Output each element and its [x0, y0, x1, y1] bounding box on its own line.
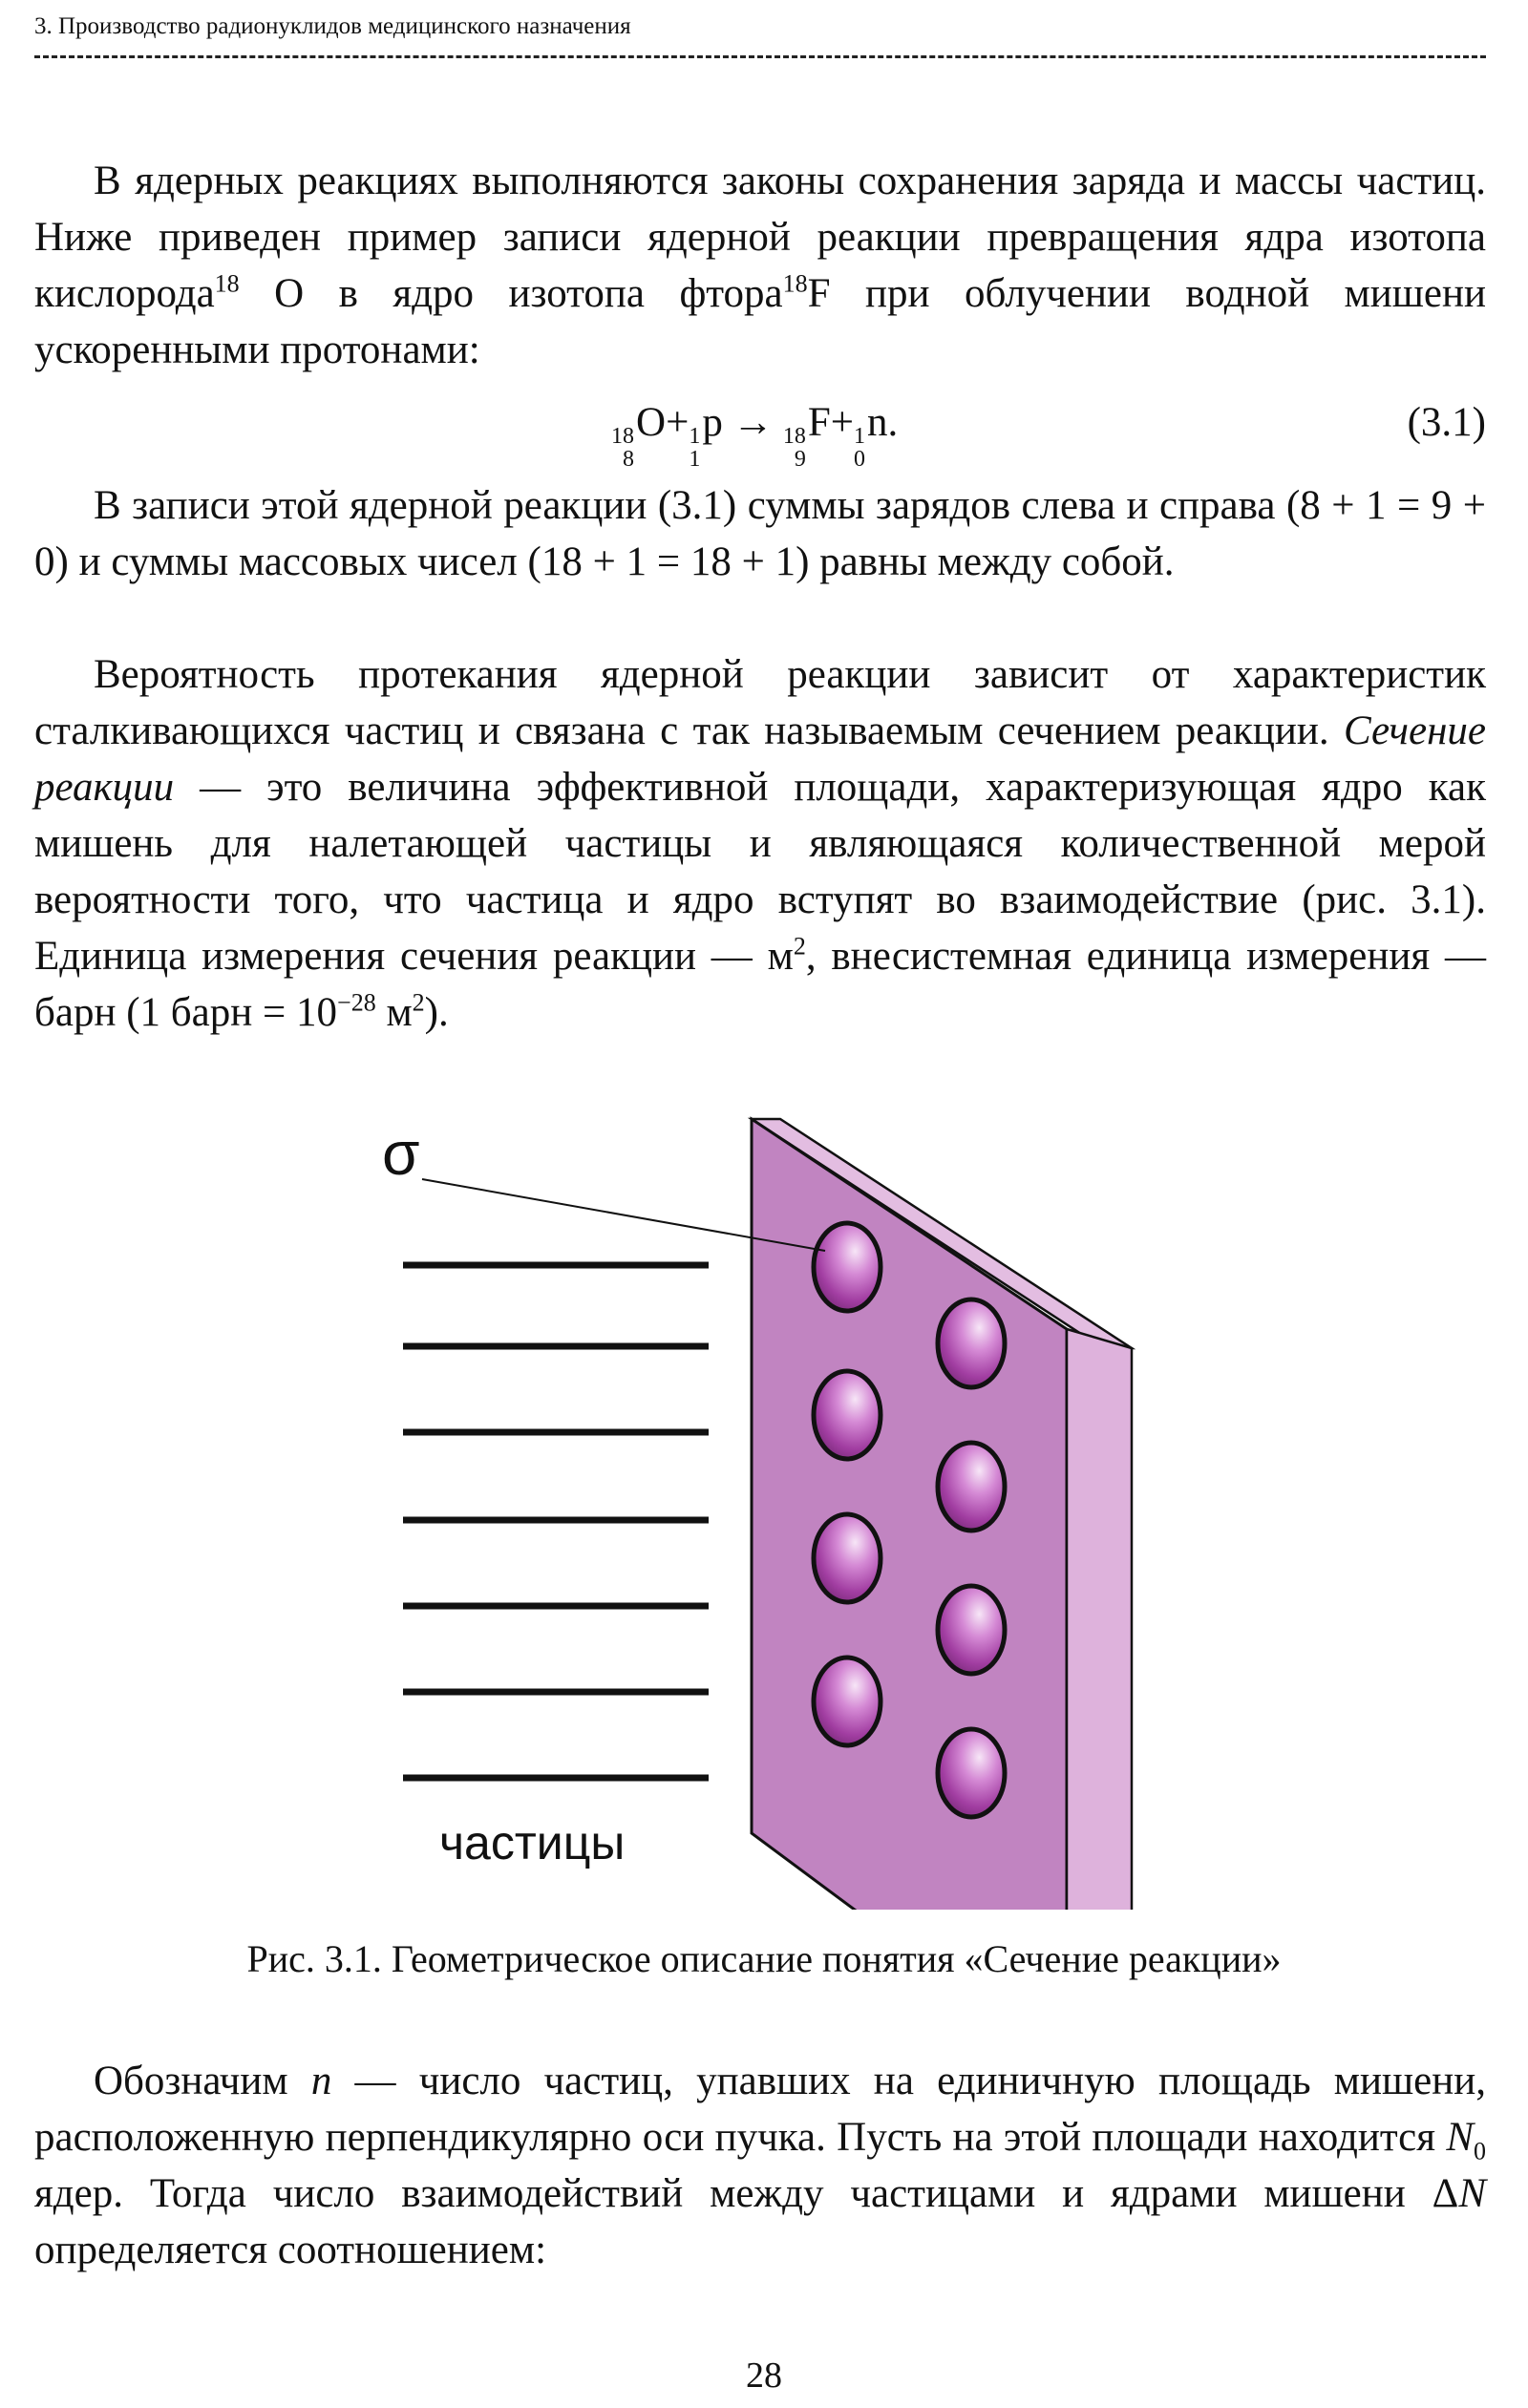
oxygen-mass-number: 18	[611, 424, 634, 450]
oxygen-charge-number: 8	[623, 447, 634, 473]
p2-text: В записи этой ядерной реакции (3.1) суммы зарядов слева и справа (8 + 1 = 9 + 0) и суммы массовых чисел (18 + 1 = 18 + 1) равны между собой.	[34, 483, 1486, 584]
neutron-charge-number: 0	[854, 447, 866, 473]
plus-sign-2: +	[830, 400, 855, 445]
p1-text-b: O в ядро изотопа фтора	[239, 271, 783, 316]
var-n: n	[310, 2059, 332, 2103]
oxygen-symbol: O	[636, 400, 667, 445]
cross-section-figure	[382, 1108, 1175, 1910]
p1-text-c: F при облучении водной мишени ускоренными протонами:	[34, 271, 1486, 372]
neutron-mass-number: 1	[854, 424, 866, 450]
p1-sup-oxygen: 18	[214, 269, 240, 298]
nucleus	[814, 1223, 881, 1311]
particle-arrows	[403, 1265, 709, 1778]
plate-front-face	[752, 1119, 1067, 1910]
nucleus	[938, 1729, 1005, 1817]
p3-text-d: м	[375, 990, 413, 1035]
proton-symbol: p	[702, 400, 723, 445]
sigma-label: σ	[382, 1119, 420, 1188]
fluorine-symbol: F	[807, 400, 831, 445]
nucleus	[938, 1443, 1005, 1531]
running-header: 3. Производство радионуклидов медицинского назначения	[34, 13, 631, 39]
p3-text-e: ).	[424, 990, 449, 1035]
delta-symbol: Δ	[1432, 2171, 1459, 2216]
var-N: N	[1446, 2115, 1474, 2160]
proton-charge-number: 1	[689, 447, 701, 473]
p1-text-a: В ядерных реакциях выполняются законы сохранения заряда и массы частиц. Ниже приведен пример записи ядерной реакции превращения ядра изотопа кислорода	[34, 158, 1486, 316]
proton-mass-number: 1	[689, 424, 701, 450]
nucleus	[938, 1299, 1005, 1387]
p3-sup-m2: 2	[412, 988, 425, 1017]
sub-zero: 0	[1474, 2137, 1486, 2165]
p4-text-a: Обозначим	[94, 2059, 311, 2103]
p1-sup-fluorine: 18	[782, 269, 808, 298]
plate-side-face	[1067, 1329, 1132, 1910]
oxygen-nucleon-numbers	[611, 425, 634, 471]
nucleus	[814, 1514, 881, 1602]
plus-sign-1: +	[666, 400, 690, 445]
paragraph-3	[34, 646, 1486, 1041]
page-number: 28	[746, 2355, 782, 2396]
paragraph-4	[34, 2053, 1486, 2278]
fluorine-mass-number: 18	[782, 424, 806, 450]
nucleus	[814, 1371, 881, 1459]
nuclear-equation	[611, 399, 898, 471]
term-cross-section: Сечение реакции	[34, 708, 1486, 810]
fluorine-charge-number: 9	[794, 447, 806, 473]
p3-text-a: Вероятность протекания ядерной реакции зависит от характеристик сталкивающихся частиц и связана с так называемым сечением реакции.	[34, 652, 1486, 753]
particles-label: частицы	[439, 1816, 626, 1869]
p3-text-c: , внесистемная единица измерения — барн (1 барн = 10	[34, 934, 1486, 1035]
p4-text-d: определяется соотношением:	[34, 2228, 547, 2272]
figure-caption: Рис. 3.1. Геометрическое описание понятия «Сечение реакции»	[246, 1937, 1282, 1980]
nucleus	[814, 1658, 881, 1745]
paragraph-1	[34, 153, 1486, 378]
equation-line	[34, 399, 1486, 473]
fluorine-nucleon-numbers	[783, 425, 806, 471]
p3-sup-exponent: −28	[337, 988, 376, 1017]
equation-number: (3.1)	[1407, 400, 1486, 445]
p4-text-b: — число частиц, упавших на единичную площадь мишени, расположенную перпендикулярно оси пучка. Пусть на этой площади находится	[34, 2059, 1486, 2160]
neutron-symbol: n.	[867, 400, 899, 445]
reaction-arrow: →	[732, 400, 774, 445]
p3-text-b: — это величина эффективной площади, характеризующая ядро как мишень для налетающей частицы и являющаяся количественной мерой вероятности того, что частица и ядро вступят во взаимодействие (рис. 3.1). Единица измерения сечения реакции — м	[34, 765, 1486, 979]
neutron-nucleon-numbers	[854, 425, 865, 471]
proton-nucleon-numbers	[689, 425, 700, 471]
p3-sup-m1: 2	[793, 932, 806, 961]
header-divider	[34, 55, 1486, 58]
p4-text-c: ядер. Тогда число взаимодействий между частицами и ядрами мишени	[34, 2171, 1432, 2216]
paragraph-2	[34, 477, 1486, 590]
var-N-delta: N	[1458, 2171, 1486, 2216]
nucleus	[938, 1586, 1005, 1674]
